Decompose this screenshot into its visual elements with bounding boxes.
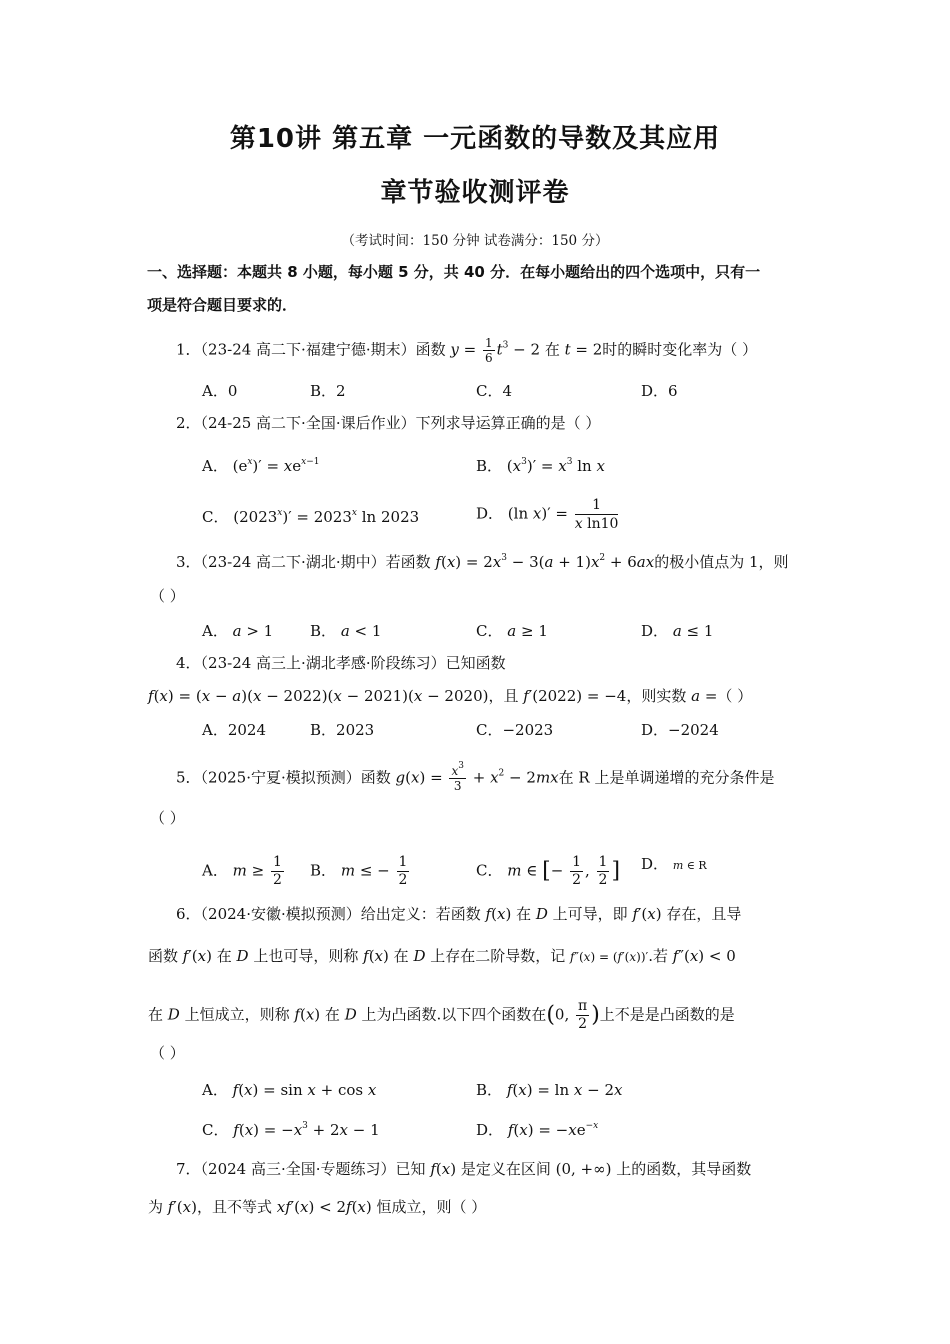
q5-answer-paren: （ ） (150, 809, 185, 827)
q4-option-c: C．−2023 (476, 721, 554, 739)
question-7: 7．（2024 高三·全国·专题练习）已知 f(x) 是定义在区间 (0, +∞) 上的函数，其导函数 (176, 1160, 752, 1178)
question-3: 3．（23-24 高二下·湖北·期中）若函数 $f(x) = 2x^3 - 3(a + 1)x^2 + 6ax$的极小值点为 1，则 (176, 553, 789, 571)
title-line-1: 第10讲 第五章 一元函数的导数及其应用 (229, 124, 721, 154)
q1-option-a: A．0 (202, 382, 238, 400)
q4-option-b: B．2023 (310, 721, 375, 739)
q5-option-d: D． m ∈ R (641, 855, 707, 873)
question-7-line-2: 为 f′(x)，且不等式 xf′(x) < 2f(x) 恒成立，则（ ） (148, 1198, 487, 1216)
section-heading-line-2: 项是符合题目要求的． (147, 296, 298, 314)
q5-option-a: A． m ≥ $\frac{1}{2}$ (202, 854, 282, 888)
q2-option-c: C． $(2023^x)' = 2023^x$ ln 2023 (202, 508, 420, 526)
exam-info: （考试时间：150 分钟 试卷满分：150 分） (341, 233, 609, 249)
q3-answer-paren: （ ） (150, 587, 185, 605)
question-6-line-3: 在 D 上恒成立，则称 f(x) 在 D 上为凸函数.以下四个函数在(0, $\frac{\pi}{2}$ )上不是是凸函数的是 (148, 998, 735, 1032)
q5-option-c: C． m ∈ [− $\frac{1}{2}$ , $\frac{1}{2}$ ] (476, 854, 621, 888)
q1-option-b: B．2 (310, 382, 346, 400)
q5-option-b: B． m ≤ − $\frac{1}{2}$ (310, 854, 408, 888)
question-1: 1．（23-24 高二下·福建宁德·期末）函数 y = $\frac{1}{6}$ $t^3 - 2$ 在 t = 2时的瞬时变化率为（ ） (176, 336, 758, 365)
q3-option-c: C． a ≥ 1 (476, 622, 548, 640)
q3-option-a: A． a > 1 (202, 622, 274, 640)
q4-option-d: D．−2024 (641, 721, 719, 739)
q4-option-a: A．2024 (202, 721, 267, 739)
question-5: 5．（2025·宁夏·模拟预测）函数 g(x) = $\frac{x^3}{3}$ + $x^2 - 2mx$在 R 上是单调递增的充分条件是 (176, 761, 775, 793)
q2-option-b: B． $(x^3)' = x^3$ ln x (476, 457, 605, 475)
q6-option-d: D． $f(x) = -xe^{-x}$ (476, 1121, 599, 1139)
q6-option-a: A． f(x) = sin x + cos x (202, 1081, 377, 1099)
question-6-line-2: 函数 f′(x) 在 D 上也可导，则称 f(x) 在 D 上存在二阶导数，记 f″(x) = (f′(x))′.若 f″(x) < 0 (148, 947, 736, 965)
q6-answer-paren: （ ） (150, 1044, 185, 1062)
question-4-line-2: f(x) = (x − a)(x − 2022)(x − 2021)(x − 2020)，且 f′(2022) = −4，则实数 a =（ ） (148, 687, 753, 705)
question-2: 2．（24-25 高二下·全国·课后作业）下列求导运算正确的是（ ） (176, 414, 601, 432)
q3-option-d: D． a ≤ 1 (641, 622, 714, 640)
q1-option-c: C．4 (476, 382, 513, 400)
question-4: 4．（23-24 高三上·湖北孝感·阶段练习）已知函数 (176, 654, 506, 672)
q3-option-b: B． a < 1 (310, 622, 382, 640)
section-heading-line-1: 一、选择题：本题共 8 小题，每小题 5 分，共 40 分．在每小题给出的四个选项中，只有一 (147, 263, 761, 281)
q6-option-b: B． f(x) = ln x − 2x (476, 1081, 623, 1099)
q2-option-d: D． (ln x)′ = $\frac{1}{\text{x ln10}}$ (476, 497, 619, 532)
q1-option-d: D．6 (641, 382, 678, 400)
q2-option-a: A． $(e^x)' = xe^{x-1}$ (202, 457, 320, 475)
q1-source: （23-24 高二下·福建宁德·期末）函数 (200, 340, 446, 359)
question-6: 6．（2024·安徽·模拟预测）给出定义：若函数 f(x) 在 D 上可导，即 f′(x) 存在，且导 (176, 905, 742, 923)
q1-number: 1． (176, 340, 201, 359)
title-line-2: 章节验收测评卷 (380, 178, 570, 208)
q6-option-c: C． $f(x) = -x^3 + 2x - 1$ (202, 1121, 380, 1139)
